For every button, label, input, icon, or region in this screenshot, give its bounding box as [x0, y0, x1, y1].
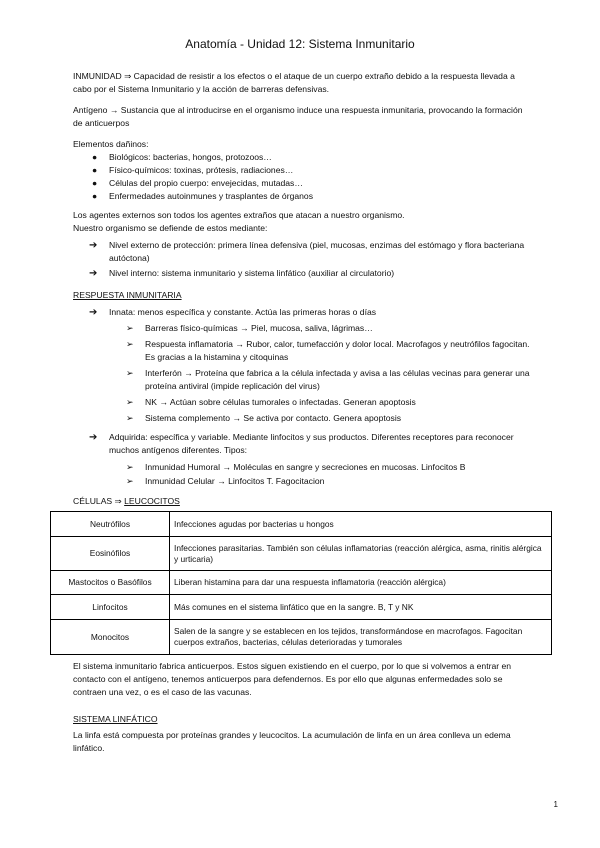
page-title: Anatomía - Unidad 12: Sistema Inmunitario: [185, 37, 415, 51]
table-cell-celula: Monocitos: [51, 620, 170, 655]
antigeno-definition: Antígeno → Sustancia que al introducirse en el organismo induce una respuesta inmunitaria, provocando la formación de anticuerpos: [73, 105, 523, 128]
inmunidad-definition: INMUNIDAD ⇒ Capacidad de resistir a los efectos o el ataque de un cuerpo extraño debido a la respuesta llevada a cabo por el Sistema Inmunitario y la acción de barreras defensivas.: [73, 71, 515, 94]
list-item-text: Innata: menos específica y constante. Actúa las primeras horas o días: [109, 307, 377, 317]
arrowhead-icon: ➢: [126, 462, 134, 472]
table-cell-desc: Infecciones agudas por bacterias u hongos: [170, 512, 552, 537]
list-item-text: Adquirida: específica y variable. Mediante linfocitos y sus productos. Diferentes receptores para reconocer muchos antígenos diferentes. Tipos:: [109, 432, 514, 455]
list-item-text: Células del propio cuerpo: envejecidas, mutadas…: [109, 178, 303, 188]
list-item-text: Interferón → Proteína que fabrica a la célula infectada y avisa a las células vecinas para generar una proteína antiviral (impide replicación del virus): [145, 368, 530, 391]
list-item-text: Enfermedades autoinmunes y trasplantes de órganos: [109, 191, 313, 201]
arrow-right-icon: ➔: [89, 307, 98, 318]
bullet-icon: ●: [92, 191, 98, 201]
list-item: [126, 322, 540, 335]
arrowhead-icon: ➢: [126, 368, 134, 378]
list-item: [126, 461, 545, 474]
linfatico-paragraph: La linfa está compuesta por proteínas grandes y leucocitos. La acumulación de linfa en un área conlleva un edema linfático.: [73, 730, 511, 753]
list-item: [92, 151, 272, 164]
list-item: [126, 396, 540, 409]
table-cell-celula: Linfocitos: [51, 595, 170, 620]
bullet-icon: ●: [92, 165, 98, 175]
list-item: [89, 306, 539, 319]
arrowhead-icon: ➢: [126, 397, 134, 407]
arrowhead-icon: ➢: [126, 413, 134, 423]
list-item: [89, 431, 544, 457]
list-item-text: Inmunidad Humoral → Moléculas en sangre y secreciones en mucosas. Linfocitos B: [145, 462, 466, 472]
arrowhead-icon: ➢: [126, 476, 134, 486]
agentes-line-2: Nuestro organismo se defiende de estos mediante:: [73, 223, 268, 233]
list-item-text: Inmunidad Celular → Linfocitos T. Fagocitacion: [145, 476, 325, 486]
table-row: [51, 537, 552, 571]
table-cell-desc: Infecciones parasitarias. También son células inflamatorias (reacción alérgica, asma, rinitis alérgica y urticaria): [170, 537, 552, 571]
table-row: [51, 571, 552, 595]
table-cell-celula: Neutrófilos: [51, 512, 170, 537]
list-item: [126, 475, 545, 488]
list-item: [92, 177, 303, 190]
agentes-line-1: Los agentes externos son todos los agentes extraños que atacan a nuestro organismo.: [73, 210, 405, 220]
list-item: [126, 412, 540, 425]
list-item-text: Nivel interno: sistema inmunitario y sistema linfático (auxiliar al circulatorio): [109, 268, 395, 278]
celulas-heading: [73, 495, 533, 508]
table-cell-desc: Liberan histamina para dar una respuesta inflamatoria (reacción alérgica): [170, 571, 552, 595]
page-number: 1: [553, 800, 558, 809]
table-row: [51, 512, 552, 537]
arrow-right-icon: ➔: [89, 432, 98, 443]
arrow-right-icon: ➔: [89, 240, 98, 251]
elementos-heading: Elementos dañinos:: [73, 139, 149, 149]
list-item-text: Nivel externo de protección: primera línea defensiva (piel, mucosas, enzimas del estómago y flora bacteriana autóctona): [109, 240, 525, 263]
list-item: [126, 338, 540, 364]
list-item: [89, 239, 539, 265]
leucocitos-title: LEUCOCITOS: [124, 496, 180, 506]
list-item-text: Físico-químicos: toxinas, prótesis, radiaciones…: [109, 165, 294, 175]
arrow-right-icon: ➔: [89, 268, 98, 279]
linfatico-heading: SISTEMA LINFÁTICO: [73, 714, 158, 724]
anticuerpos-paragraph: El sistema inmunitario fabrica anticuerpos. Estos siguen existiendo en el cuerpo, por lo que si volvemos a entrar en contacto con el antígeno, tenemos anticuerpos para defendernos. Es por ello que algunas enfermedades solo se contraen una vez, o es el caso de las vacunas.: [73, 661, 512, 697]
arrowhead-icon: ➢: [126, 339, 134, 349]
table-cell-celula: Eosinófilos: [51, 537, 170, 571]
bullet-icon: ●: [92, 152, 98, 162]
table-cell-desc: Más comunes en el sistema linfático que en la sangre. B, T y NK: [170, 595, 552, 620]
list-item: [92, 164, 294, 177]
arrowhead-icon: ➢: [126, 323, 134, 333]
table-row: [51, 620, 552, 655]
list-item-text: Barreras físico-químicas → Piel, mucosa, saliva, lágrimas…: [145, 323, 373, 333]
list-item: [126, 367, 540, 393]
table-cell-desc: Salen de la sangre y se establecen en los tejidos, transformándose en macrofagos. Fagocitan cuerpos extraños, bacterias, células deterioradas y tumorales: [170, 620, 552, 655]
respuesta-heading: RESPUESTA INMUNITARIA: [73, 290, 182, 300]
celulas-prefix: CÉLULAS ⇒: [73, 496, 125, 506]
list-item-text: NK → Actúan sobre células tumorales o infectadas. Generan apoptosis: [145, 397, 416, 407]
table-cell-celula: Mastocitos o Basófilos: [51, 571, 170, 595]
list-item: [89, 267, 539, 280]
list-item-text: Biológicos: bacterias, hongos, protozoos…: [109, 152, 272, 162]
bullet-icon: ●: [92, 178, 98, 188]
table-row: [51, 595, 552, 620]
list-item-text: Sistema complemento → Se activa por contacto. Genera apoptosis: [145, 413, 402, 423]
leucocitos-table: [50, 511, 552, 655]
list-item-text: Respuesta inflamatoria → Rubor, calor, tumefacción y dolor local. Macrofagos y neutrófilos fagocitan. Es gracias a la histamina y citoquinas: [145, 339, 530, 362]
list-item: [92, 190, 313, 203]
